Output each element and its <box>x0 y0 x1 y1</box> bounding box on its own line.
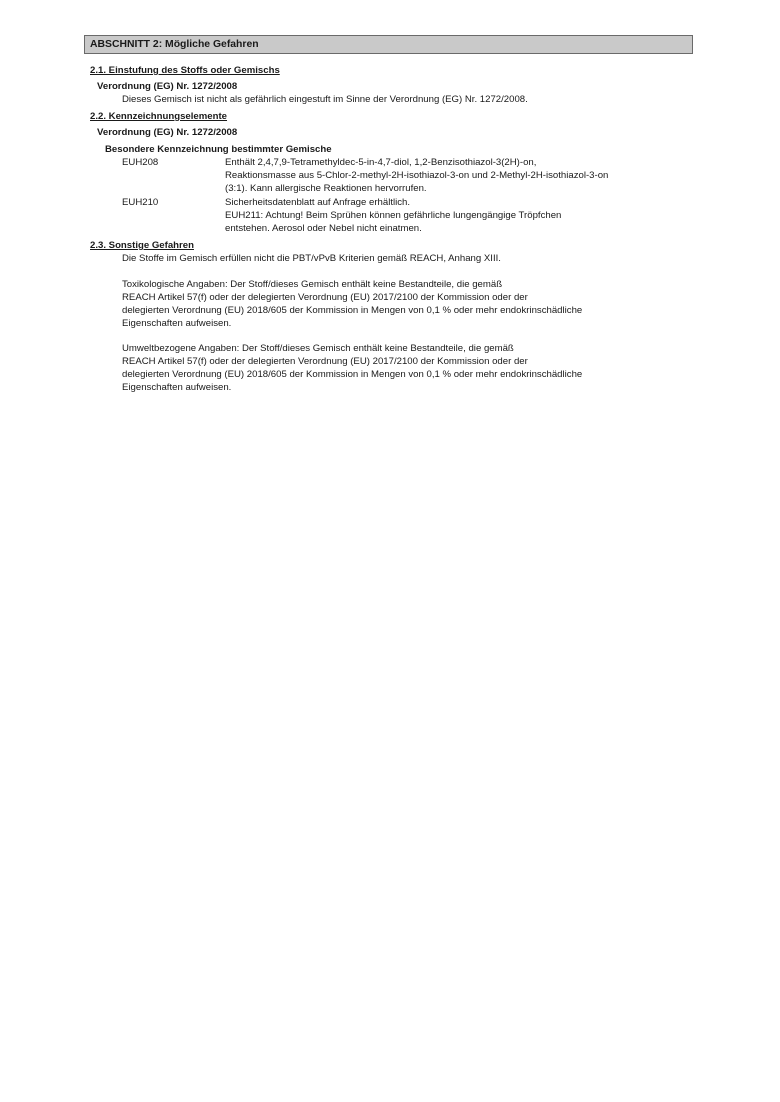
special-labelling-heading: Besondere Kennzeichnung bestimmter Gemische <box>105 144 332 155</box>
section-2-1-title: 2.1. Einstufung des Stoffs oder Gemischs <box>90 65 280 76</box>
euh208-line: (3:1). Kann allergische Reaktionen hervorrufen. <box>225 183 427 194</box>
toxicological-line: REACH Artikel 57(f) oder der delegierten Verordnung (EU) 2017/2100 der Kommission oder der <box>122 292 528 303</box>
toxicological-line: Eigenschaften aufweisen. <box>122 318 232 329</box>
section-2-3-title: 2.3. Sonstige Gefahren <box>90 240 194 251</box>
section-2-header: ABSCHNITT 2: Mögliche Gefahren <box>84 35 693 54</box>
euh210-text <box>225 196 561 235</box>
toxicological-info <box>122 278 582 330</box>
euh208-line: Enthält 2,4,7,9-Tetramethyldec-5-in-4,7-diol, 1,2-Benzisothiazol-3(2H)-on, <box>225 157 537 168</box>
environmental-line: REACH Artikel 57(f) oder der delegierten Verordnung (EU) 2017/2100 der Kommission oder der <box>122 356 528 367</box>
section-2-1-regulation: Verordnung (EG) Nr. 1272/2008 <box>97 81 238 92</box>
section-2-2-title: 2.2. Kennzeichnungselemente <box>90 111 228 122</box>
euh210-line: EUH211: Achtung! Beim Sprühen können gefährliche lungengängige Tröpfchen <box>225 210 562 221</box>
toxicological-line: delegierten Verordnung (EU) 2018/605 der Kommission in Mengen von 0,1 % oder mehr endokrinschädliche <box>122 305 583 316</box>
environmental-info <box>122 342 582 394</box>
euh210-code: EUH210 <box>122 197 159 208</box>
section-2-3-text: Die Stoffe im Gemisch erfüllen nicht die PBT/vPvB Kriterien gemäß REACH, Anhang XIII. <box>122 253 501 264</box>
toxicological-line: Toxikologische Angaben: Der Stoff/dieses Gemisch enthält keine Bestandteile, die gemäß <box>122 279 503 290</box>
euh208-code: EUH208 <box>122 157 159 168</box>
euh208-line: Reaktionsmasse aus 5-Chlor-2-methyl-2H-isothiazol-3-on und 2-Methyl-2H-isothiazol-3-on <box>225 170 609 181</box>
euh210-line: Sicherheitsdatenblatt auf Anfrage erhältlich. <box>225 197 411 208</box>
environmental-line: Eigenschaften aufweisen. <box>122 382 232 393</box>
section-2-1-text: Dieses Gemisch ist nicht als gefährlich eingestuft im Sinne der Verordnung (EG) Nr. 1272/2008. <box>122 94 528 105</box>
environmental-line: Umweltbezogene Angaben: Der Stoff/dieses Gemisch enthält keine Bestandteile, die gemäß <box>122 343 514 354</box>
environmental-line: delegierten Verordnung (EU) 2018/605 der Kommission in Mengen von 0,1 % oder mehr endokrinschädliche <box>122 369 583 380</box>
section-2-2-regulation: Verordnung (EG) Nr. 1272/2008 <box>97 127 238 138</box>
euh208-text <box>225 156 608 195</box>
euh210-line: entstehen. Aerosol oder Nebel nicht einatmen. <box>225 223 422 234</box>
